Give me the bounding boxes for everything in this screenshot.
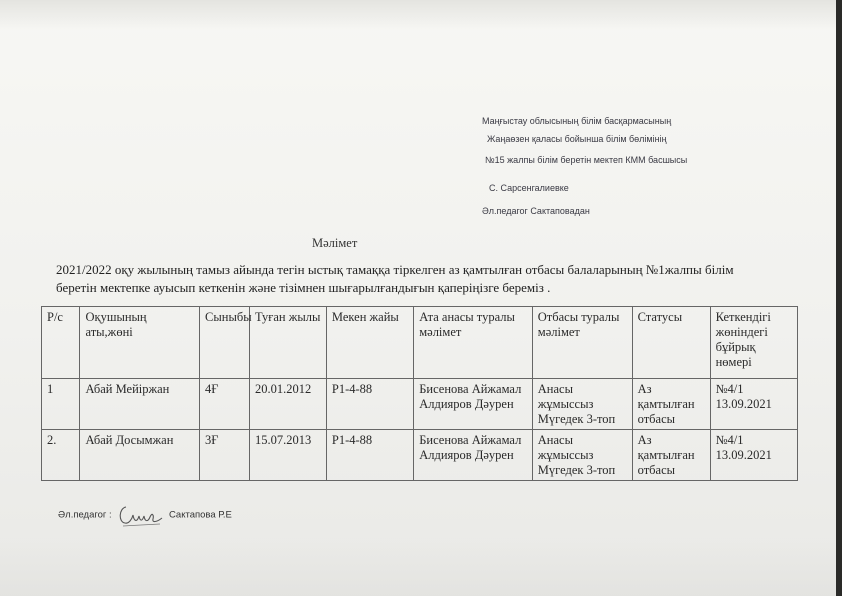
cell-birth: 20.01.2012 — [249, 379, 326, 430]
cell-name: Абай Досымжан — [80, 430, 200, 481]
col-header-birth-year: Туған жылы — [249, 307, 326, 379]
table-row — [42, 379, 798, 430]
cell-status: Аз қамтылған отбасы — [632, 430, 710, 481]
cell-family: Анасы жұмыссыз Мүгедек 3-топ — [532, 430, 632, 481]
col-header-parents: Ата анасы туралы мәлімет — [414, 307, 533, 379]
cell-address: Р1-4-88 — [326, 430, 413, 481]
addressee-line-4: С. Сарсенгалиевке — [489, 183, 569, 193]
cell-order: №4/1 13.09.2021 — [710, 430, 797, 481]
signer-name: Сактапова Р.Е — [168, 509, 232, 521]
document-title: Мәлімет — [312, 236, 358, 250]
cell-family: Анасы жұмыссыз Мүгедек 3-топ — [532, 379, 632, 430]
col-header-num: Р/с — [42, 307, 80, 379]
signature-block — [58, 502, 232, 528]
addressee-line-3: №15 жалпы білім беретін мектеп КММ басшысы — [485, 155, 688, 165]
cell-num: 2. — [42, 430, 80, 481]
paper-shadow — [0, 0, 836, 30]
cell-parents: Бисенова Айжамал Алдияров Дәурен — [414, 379, 533, 430]
cell-birth: 15.07.2013 — [249, 430, 326, 481]
cell-class: 4Ғ — [200, 379, 250, 430]
background-edge — [836, 0, 842, 596]
paper-smudge — [0, 540, 836, 596]
cell-parents: Бисенова Айжамал Алдияров Дәурен — [414, 430, 533, 481]
addressee-line-2: Жаңаөзен қаласы бойынша білім бөлімінің — [487, 134, 667, 144]
cell-status: Аз қамтылған отбасы — [632, 379, 710, 430]
handwritten-signature — [116, 502, 164, 528]
col-header-address: Мекен жайы — [326, 307, 413, 379]
cell-num: 1 — [42, 379, 80, 430]
intro-paragraph: 2021/2022 оқу жылының тамыз айында тегін ыстық тамаққа тіркелген аз қамтылған отбасы балаларының №1жалпы білім беретін мектепке ауысып кеткенін және тізімнен шығарылғандығын қаперіңізге береміз . — [56, 262, 734, 295]
sender-line: Әл.педагог Сактаповадан — [482, 206, 590, 216]
cell-class: 3Ғ — [200, 430, 250, 481]
table-header-row — [42, 307, 798, 379]
cell-address: Р1-4-88 — [326, 379, 413, 430]
table-row — [42, 430, 798, 481]
students-table — [41, 306, 798, 481]
col-header-order: Кеткендігі жөніндегі бұйрық нөмері — [710, 307, 797, 379]
cell-order: №4/1 13.09.2021 — [710, 379, 797, 430]
cell-name: Абай Мейіржан — [80, 379, 200, 430]
addressee-line-1: Маңғыстау облысының білім басқармасының — [482, 116, 672, 126]
signer-role: Әл.педагог : — [58, 509, 112, 521]
col-header-class: Сыныбы — [200, 307, 250, 379]
col-header-family: Отбасы туралы мәлімет — [532, 307, 632, 379]
col-header-status: Статусы — [632, 307, 710, 379]
col-header-name: Оқушының аты,жөні — [80, 307, 200, 379]
